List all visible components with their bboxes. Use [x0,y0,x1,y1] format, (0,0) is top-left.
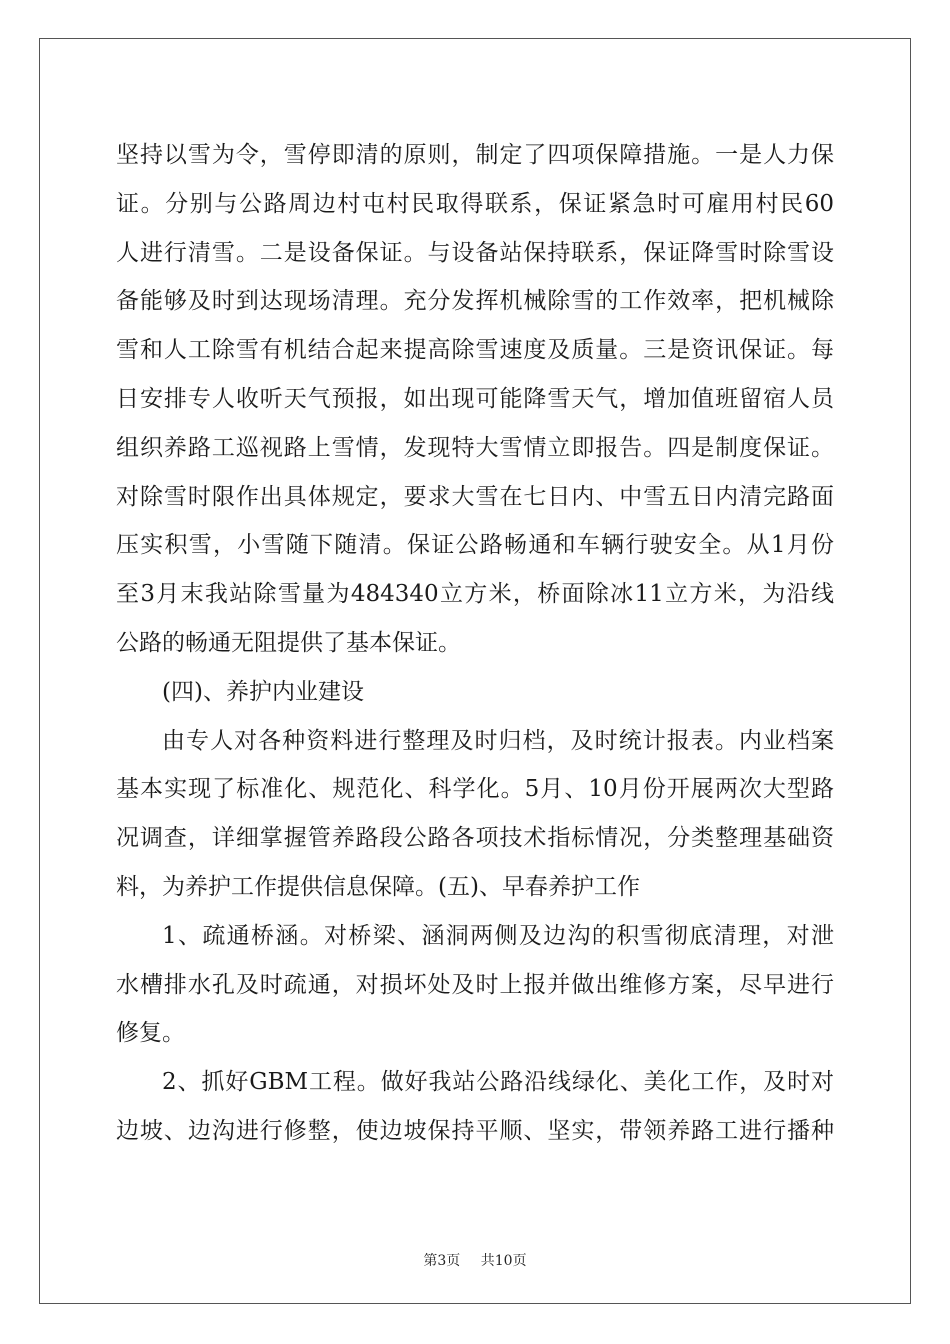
text-line: 组织养路工巡视路上雪情，发现特大雪情立即报告。四是制度保证。 [116,434,834,461]
page-number: 第3页 [423,1253,461,1269]
page-footer [0,1250,950,1270]
text-line: 公路的畅通无阻提供了基本保证。 [116,629,461,656]
text-line: 对除雪时限作出具体规定，要求大雪在七日内、中雪五日内清完路面 [116,483,834,510]
text-line: 边坡、边沟进行修整，使边坡保持平顺、坚实，带领养路工进行播种 [116,1117,834,1144]
text-line: 坚持以雪为令，雪停即清的原则，制定了四项保障措施。一是人力保 [116,142,834,168]
text-line: 雪和人工除雪有机结合起来提高除雪速度及质量。三是资讯保证。每 [116,337,834,364]
text-line: 1、疏通桥涵。对桥梁、涵洞两侧及边沟的积雪彻底清理，对泄 [162,922,834,949]
text-line: 由专人对各种资料进行整理及时归档，及时统计报表。内业档案 [162,727,834,754]
text-line: 修复。 [116,1020,185,1047]
page-total: 共10页 [480,1253,527,1269]
text-line: 日安排专人收听天气预报，如出现可能降雪天气，增加值班留宿人员 [116,385,834,412]
document-body [116,131,834,1156]
text-line: 至3月末我站除雪量为484340立方米，桥面除冰11立方米，为沿线 [116,581,834,608]
text-line: (四)、养护内业建设 [162,678,364,705]
text-line: 料，为养护工作提供信息保障。(五)、早春养护工作 [116,873,640,900]
text-line: 基本实现了标准化、规范化、科学化。5月、10月份开展两次大型路 [116,776,834,803]
text-line: 人进行清雪。二是设备保证。与设备站保持联系，保证降雪时除雪设 [116,239,834,266]
text-line: 备能够及时到达现场清理。充分发挥机械除雪的工作效率，把机械除 [116,288,834,315]
text-line: 证。分别与公路周边村屯村民取得联系，保证紧急时可雇用村民60 [116,190,834,217]
text-line: 2、抓好GBM工程。做好我站公路沿线绿化、美化工作，及时对 [162,1069,834,1096]
text-line: 压实积雪，小雪随下随清。保证公路畅通和车辆行驶安全。从1月份 [116,532,834,559]
text-line: 况调查，详细掌握管养路段公路各项技术指标情况，分类整理基础资 [116,825,834,852]
text-line: 水槽排水孔及时疏通，对损坏处及时上报并做出维修方案，尽早进行 [116,971,834,998]
